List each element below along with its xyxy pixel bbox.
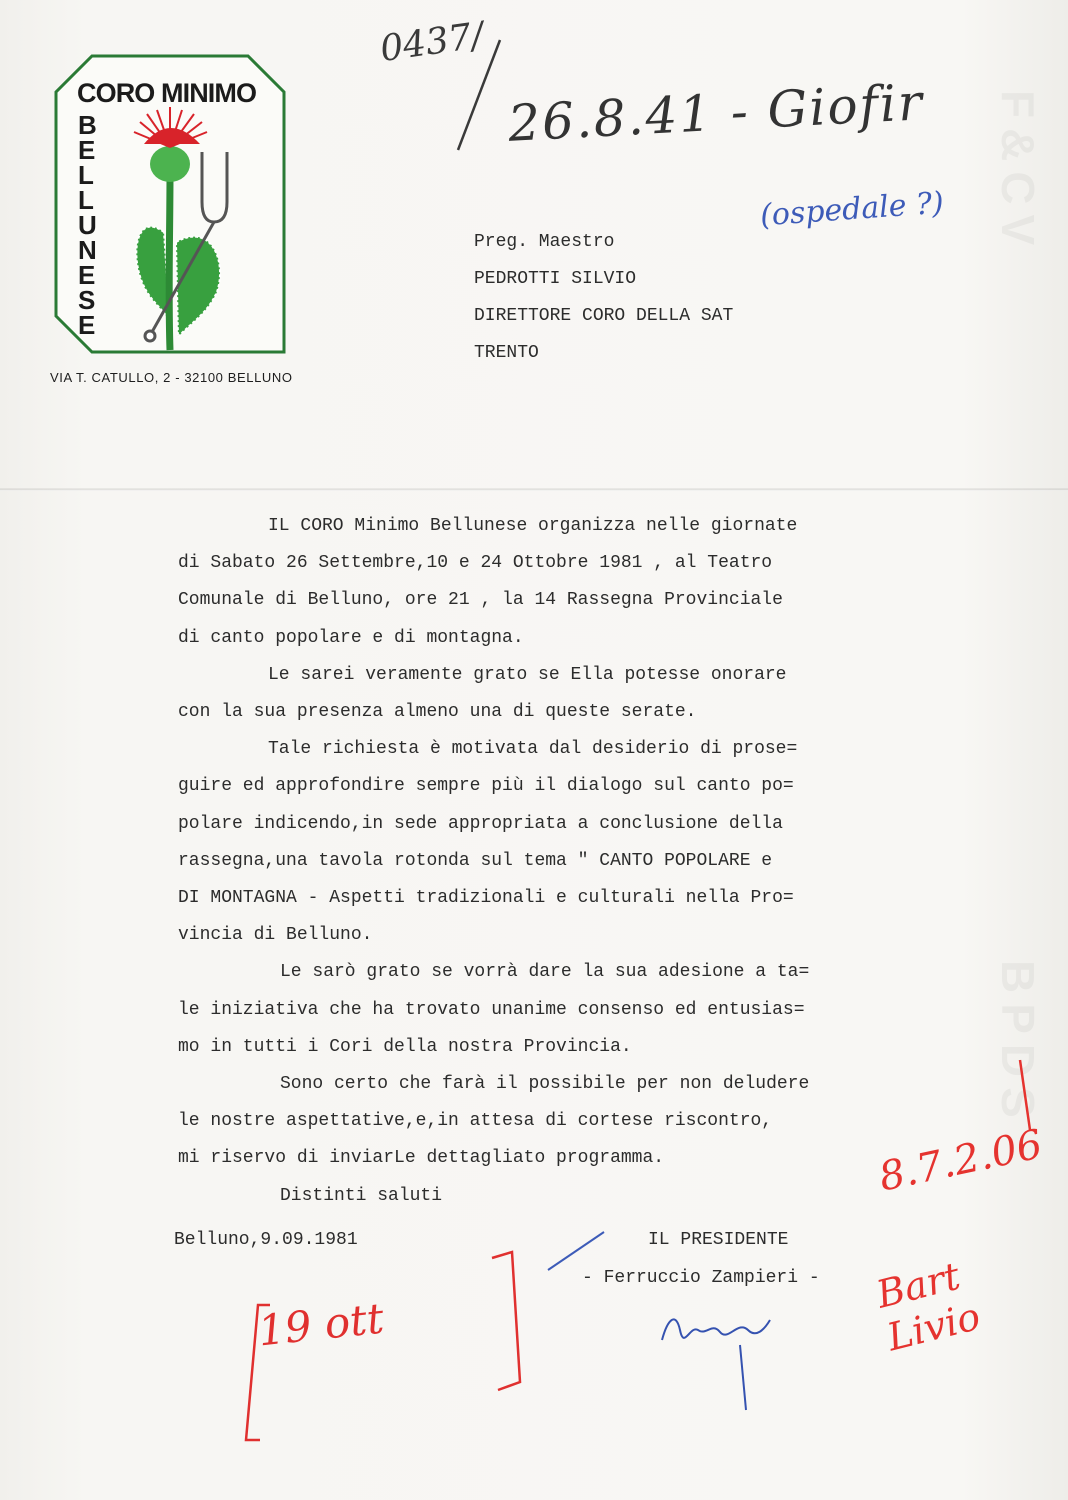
body-line: con la sua presenza almeno una di queste serate. [178,702,697,723]
president-name: - Ferruccio Zampieri - [582,1268,820,1288]
svg-text:L: L [78,185,94,215]
body-line: guire ed approfondire sempre più il dialogo sul canto po= [178,776,794,797]
recipient-line: DIRETTORE CORO DELLA SAT [474,306,734,326]
embossed-stamp-lower [985,960,1045,1128]
svg-text:E: E [78,260,96,290]
svg-text:S: S [78,285,96,315]
body-line: le nostre aspettative,e,in attesa di cortese riscontro, [178,1111,773,1132]
red-box-note-handwritten: 19 ott [255,1293,387,1356]
recipient-line: Preg. Maestro [474,232,615,252]
archive-number-handwritten: 0437/ [377,14,487,71]
body-line: polare indicendo,in sede appropriata a conclusione della [178,813,783,834]
body-line: Le sarò grato se vorrà dare la sua adesione a ta= [280,962,810,983]
embossed-stamp [985,90,1045,255]
svg-text:L: L [78,160,94,190]
body-line: le iniziativa che ha trovato unanime consenso ed entusias= [178,999,805,1020]
body-line: di canto popolare e di montagna. [178,627,524,648]
body-line: di Sabato 26 Settembre,10 e 24 Ottobre 1981 , al Teatro [178,553,773,574]
svg-text:B: B [78,110,97,140]
body-line: mi riservo di inviarLe dettagliato programma. [178,1148,665,1169]
body-line: DI MONTAGNA - Aspetti tradizionali e culturali nella Pro= [178,888,794,909]
recipient-block [474,224,733,372]
body-line: Le sarei veramente grato se Ella potesse onorare [268,664,787,685]
coro-minimo-logo [52,52,288,356]
recipient-line: TRENTO [474,343,539,363]
body-line: Tale richiesta è motivata dal desiderio di prose= [268,739,798,760]
blue-note-handwritten: (ospedale ?) [759,185,945,234]
letter-body [178,508,938,1215]
president-title: IL PRESIDENTE [648,1230,789,1250]
body-line: Comunale di Belluno, ore 21 , la 14 Rassegna Provinciale [178,590,783,611]
recipient-line: PEDROTTI SILVIO [474,269,637,289]
svg-text:E: E [78,135,96,165]
date-note-handwritten: 26.8.41 - Giofir [506,73,926,153]
paper-fold [0,488,1068,491]
logo-vertical-word [78,110,97,340]
body-line: vincia di Belluno. [178,925,373,946]
svg-text:N: N [78,235,97,265]
thistle-stem [169,172,170,350]
body-line: IL CORO Minimo Bellunese organizza nelle giornate [268,516,798,536]
thistle-bulb [150,146,190,182]
svg-text:U: U [78,210,97,240]
logo-title: CORO MINIMO [77,78,257,108]
body-line: rassegna,una tavola rotonda sul tema " CANTO POPOLARE e [178,850,773,871]
body-line: Sono certo che farà il possibile per non deludere [280,1074,810,1095]
red-date-handwritten: 8.7.2.06 [875,1121,1047,1201]
red-name-handwritten: Bart Livio [872,1253,985,1360]
closing-line: Distinti saluti [280,1185,443,1206]
svg-text:E: E [78,310,96,340]
place-date: Belluno,9.09.1981 [174,1230,358,1250]
body-line: mo in tutti i Cori della nostra Provincia. [178,1036,632,1057]
letterhead-address: VIA T. CATULLO, 2 - 32100 BELLUNO [50,370,293,385]
